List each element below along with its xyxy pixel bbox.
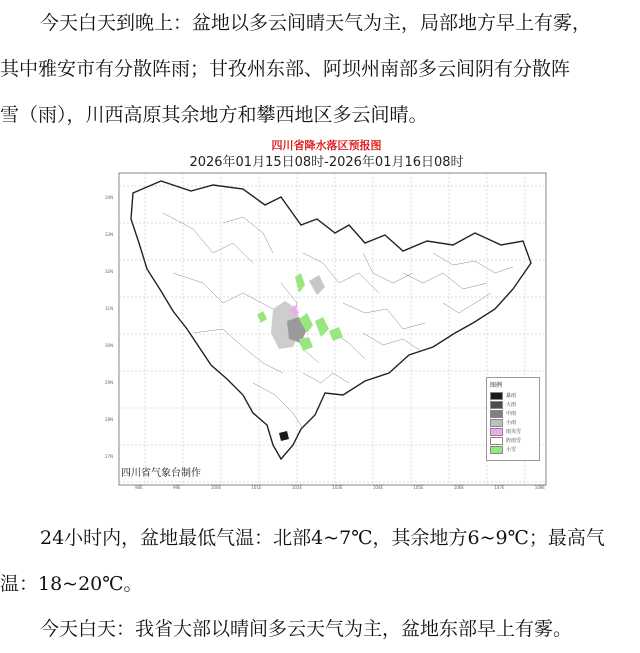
map-credit: 四川省气象台制作 — [121, 468, 201, 479]
lat-label: 34N — [105, 195, 114, 200]
legend-label: 小雨 — [506, 420, 517, 426]
lon-label: 107E — [494, 485, 505, 490]
legend-label: 阵雨雪 — [506, 438, 522, 444]
legend-swatch — [490, 428, 503, 436]
legend-label: 中雨 — [506, 411, 517, 417]
legend-label: 雨夹雪 — [506, 429, 522, 435]
map-subtitle: 2026年01月15日08时-2026年01月16日08时 — [189, 155, 464, 170]
daytime-paragraph — [0, 606, 640, 652]
lon-label: 106E — [453, 485, 464, 490]
legend-swatch — [490, 419, 503, 427]
legend-label: 暴雨 — [506, 393, 517, 399]
legend-item — [487, 427, 539, 436]
lat-axis-labels — [105, 179, 113, 475]
legend-swatch — [490, 410, 503, 418]
lon-label: 103E — [332, 485, 343, 490]
lon-label: 100E — [210, 485, 222, 490]
lat-label: 32N — [105, 269, 114, 274]
temperature-paragraph — [0, 515, 640, 607]
lon-label: 101E — [251, 485, 262, 490]
legend-swatch — [490, 392, 503, 400]
legend-item — [487, 418, 539, 427]
paragraph-line: 其中雅安市有分散阵雨；甘孜州东部、阿坝州南部多云间阴有分散阵 — [0, 58, 571, 80]
legend-label: 小雪 — [506, 447, 517, 453]
lon-label: 99E — [172, 485, 181, 490]
legend-swatch — [490, 437, 503, 445]
lon-label: 98E — [135, 485, 143, 490]
legend-swatch — [490, 401, 503, 409]
legend-label: 大雨 — [506, 402, 517, 408]
paragraph-line: 温：18~20℃。 — [0, 573, 143, 595]
lon-label: 104E — [372, 485, 383, 490]
lat-label: 27N — [105, 454, 114, 459]
lat-label: 31N — [105, 306, 114, 311]
legend-item — [487, 409, 539, 418]
legend-item — [487, 445, 539, 454]
paragraph-line: 今天白天到晚上：盆地以多云间晴天气为主，局部地方早上有雾， — [40, 12, 592, 34]
precipitation-forecast-map — [103, 133, 550, 493]
lon-axis-labels — [135, 485, 545, 490]
forecast-paragraph-today — [0, 0, 640, 138]
legend-heading: 图例 — [490, 382, 503, 389]
map-legend — [486, 377, 540, 461]
lon-label: 108E — [534, 485, 545, 490]
legend-item — [487, 400, 539, 409]
legend-item — [487, 436, 539, 445]
lat-label: 33N — [105, 232, 114, 237]
lat-label: 30N — [105, 343, 114, 348]
lat-label: 29N — [105, 380, 114, 385]
lon-label: 102E — [291, 485, 303, 490]
map-title: 四川省降水落区预报图 — [271, 139, 382, 152]
paragraph-line: 雪（雨），川西高原其余地方和攀西地区多云间晴。 — [0, 104, 428, 126]
paragraph-line: 24小时内，盆地最低气温：北部4~7℃，其余地方6~9℃；最高气 — [40, 527, 605, 549]
paragraph-line: 今天白天：我省大部以晴间多云天气为主，盆地东部早上有雾。 — [40, 618, 573, 640]
lat-label: 28N — [105, 417, 114, 422]
map-graphic — [103, 133, 550, 493]
lon-label: 105E — [413, 485, 424, 490]
legend-swatch — [490, 446, 503, 454]
legend-item — [487, 391, 539, 400]
